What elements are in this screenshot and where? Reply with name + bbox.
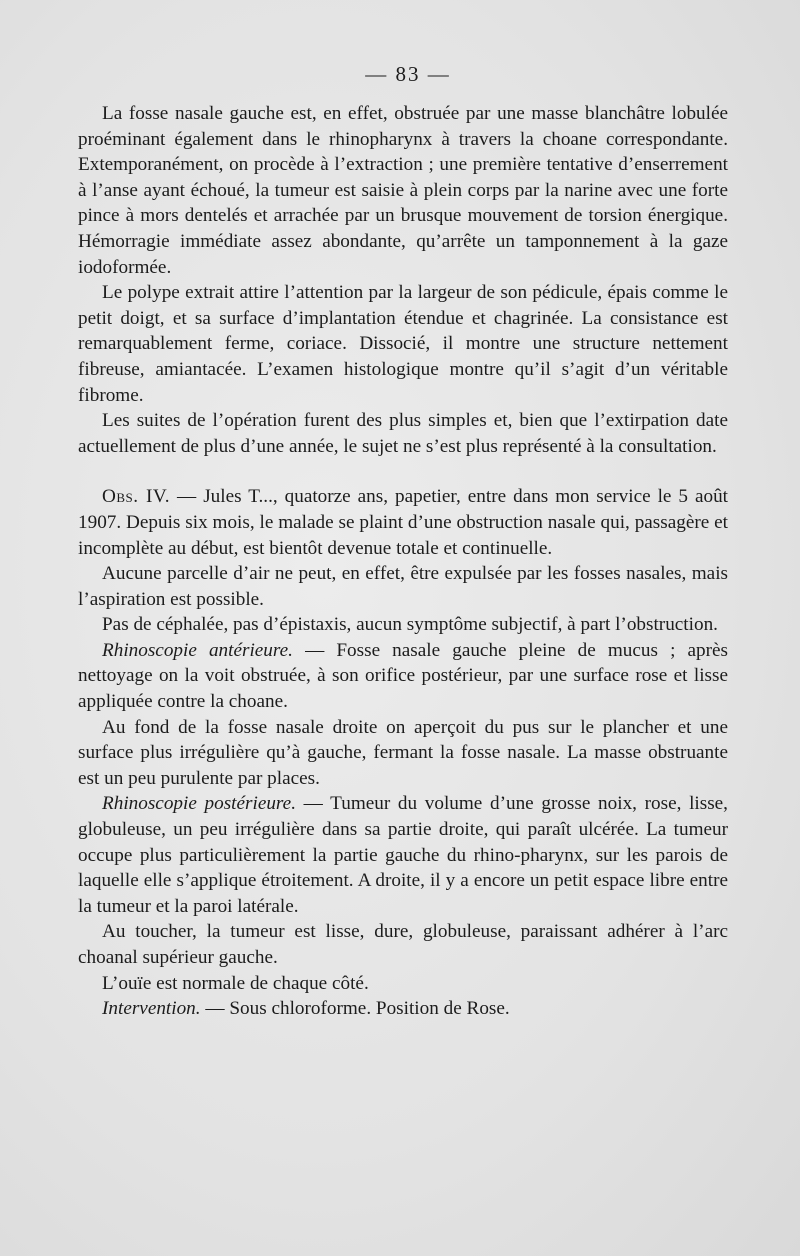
paragraph-ouie: L’ouïe est normale de chaque côté. <box>102 972 369 994</box>
section-gap <box>78 459 728 484</box>
paragraph-polype: Le polype extrait attire l’attention par la largeur de son pédicule, épais comme le petit doigt, et sa surface d’implantation étendue et chagrinée. La consistance est remarquablement ferme, coriace. Dissocié, il montre une structure nettement fibreuse, amiantacée. L’examen histologique montre qu’il s’agit d’un véritable fibrome. <box>78 282 728 406</box>
page-number: — 83 — <box>365 62 451 86</box>
paragraph-observation <box>78 484 728 561</box>
rhinoscopie-anterieure-text: — Fosse nasale gauche pleine de mucus ; après nettoyage on la voit obstruée, à son orifice postérieur, par une surface rose et lisse appliquée contre la choane. <box>78 639 728 713</box>
paragraph-fosse-nasale: La fosse nasale gauche est, en effet, obstruée par une masse blanchâtre lobulée proéminant également dans le rhinopharynx à travers la choane correspondante. Extemporanément, on procède à l’extraction ; une première tentative d’enserrement à l’anse ayant échoué, la tumeur est saisie à plein corps par la narine avec une forte pince à mors dentelés et arrachée par un brusque mouvement de torsion énergique. Hémorragie immédiate assez abondante, qu’arrête un tamponnement à la gaze iodoformée. <box>78 103 728 278</box>
paragraph-rhinoscopie-anterieure <box>78 638 728 715</box>
paragraph-fosse-droite: Au fond de la fosse nasale droite on aperçoit du pus sur le plancher et une surface plus irrégulière qu’à gauche, fermant la fosse nasale. La masse obstruante est un peu purulente par places. <box>78 716 728 789</box>
observation-text: — Jules T..., quatorze ans, papetier, entre dans mon service le 5 août 1907. Depuis six mois, le malade se plaint d’une obstruction nasale qui, passagère et incomplète au début, est bientôt devenue totale et continuelle. <box>78 486 728 559</box>
rhinoscopie-anterieure-label: Rhinoscopie antérieure. <box>102 639 293 661</box>
paragraph-rhinoscopie-posterieure <box>78 791 728 919</box>
intervention-text: — Sous chloroforme. Position de Rose. <box>200 998 510 1020</box>
observation-label: Obs. IV. <box>102 486 171 508</box>
document-page <box>78 62 728 1022</box>
rhinoscopie-posterieure-text: — Tumeur du volume d’une grosse noix, rose, lisse, globuleuse, un peu irrégulière dans sa partie droite, qui paraît ulcérée. La tumeur occupe plus particulièrement la partie gauche du rhino-pharynx, sur les parois de laquelle elle s’applique étroitement. A droite, il y a encore un petit espace libre entre la tumeur et la paroi latérale. <box>78 793 728 917</box>
paragraph-aucune-parcelle: Aucune parcelle d’air ne peut, en effet, être expulsée par les fosses nasales, mais l’aspiration est possible. <box>78 563 728 610</box>
paragraph-intervention <box>78 996 728 1022</box>
paragraph-toucher: Au toucher, la tumeur est lisse, dure, globuleuse, paraissant adhérer à l’arc choanal supérieur gauche. <box>78 921 728 968</box>
paragraph-cephalee: Pas de céphalée, pas d’épistaxis, aucun symptôme subjectif, à part l’obstruction. <box>102 614 718 636</box>
paragraph-suites: Les suites de l’opération furent des plus simples et, bien que l’extirpation date actuellement de plus d’une année, le sujet ne s’est plus représenté à la consultation. <box>78 410 728 457</box>
rhinoscopie-posterieure-label: Rhinoscopie postérieure. <box>102 793 296 815</box>
intervention-label: Intervention. <box>102 998 201 1020</box>
